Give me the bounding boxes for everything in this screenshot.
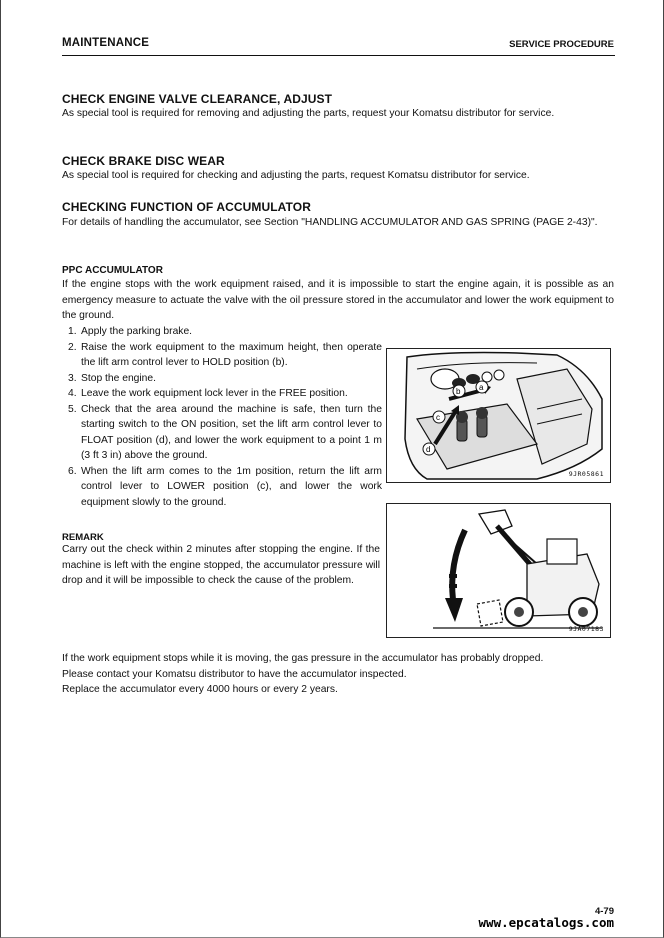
step-number: 2.	[68, 341, 77, 353]
header-rule	[62, 55, 615, 56]
paragraph-valve-clearance: As special tool is required for removing and adjusting the parts, request your Komatsu distributor for service.	[62, 108, 555, 119]
step-number: 6.	[68, 465, 77, 477]
page-number: 4-79	[594, 906, 614, 917]
step-text: Stop the engine.	[81, 372, 156, 384]
step-item	[62, 371, 382, 387]
step-number: 5.	[68, 403, 77, 415]
header-procedure: SERVICE PROCEDURE	[509, 39, 614, 50]
closing-line: If the work equipment stops while it is moving, the gas pressure in the accumulator has probably dropped.	[62, 653, 544, 664]
control-lever-illustration	[387, 349, 610, 482]
procedure-steps	[62, 324, 382, 510]
callout-b: b	[456, 387, 461, 396]
remark-heading: REMARK	[62, 532, 104, 543]
step-text: When the lift arm comes to the 1m position, return the lift arm control lever to LOWER position (c), and lower the work equipment slowly to the ground.	[81, 465, 382, 508]
heading-brake-disc: CHECK BRAKE DISC WEAR	[62, 154, 225, 168]
step-item	[62, 386, 382, 402]
subheading-ppc-accumulator: PPC ACCUMULATOR	[62, 265, 163, 276]
loader-illustration	[387, 504, 610, 637]
step-item	[62, 464, 382, 511]
paragraph-accumulator: For details of handling the accumulator, see Section "HANDLING ACCUMULATOR AND GAS SPRING (PAGE 2-43)".	[62, 217, 598, 228]
step-number: 4.	[68, 388, 77, 399]
step-text: Leave the work equipment lock lever in the FREE position.	[81, 388, 348, 399]
callout-d: d	[426, 445, 431, 454]
step-number: 3.	[68, 372, 77, 384]
callout-a: a	[479, 383, 484, 392]
heading-valve-clearance: CHECK ENGINE VALVE CLEARANCE, ADJUST	[62, 92, 333, 106]
figure-code: 9JA07183	[568, 625, 604, 633]
paragraph-ppc-accumulator: If the engine stops with the work equipment raised, and it is impossible to start the engine again, it is possible as an emergency measure to actuate the valve with the oil pressure stored in the accumulator and lower the work equipment to the ground.	[62, 279, 614, 321]
step-item	[62, 402, 382, 464]
step-item	[62, 324, 382, 340]
step-number: 1.	[68, 326, 77, 337]
step-item	[62, 340, 382, 371]
figure-control-lever	[386, 348, 611, 483]
step-text: Apply the parking brake.	[81, 326, 193, 337]
header-section: MAINTENANCE	[62, 37, 150, 49]
watermark-link[interactable]: www.epcatalogs.com	[478, 915, 614, 930]
heading-accumulator: CHECKING FUNCTION OF ACCUMULATOR	[62, 200, 311, 214]
figure-loader-lowering	[386, 503, 611, 638]
step-text: Check that the area around the machine is safe, then turn the starting switch to the ON position, set the lift arm control lever to FLOAT position (d), and lower the work equipment to a point 1 m (3 ft 3 in) above the ground.	[81, 403, 382, 461]
closing-line: Replace the accumulator every 4000 hours or every 2 years.	[62, 684, 338, 695]
callout-c: c	[436, 413, 440, 422]
closing-paragraph	[62, 651, 614, 698]
remark-text: Carry out the check within 2 minutes after stopping the engine. If the machine is left with the engine stopped, the accumulator pressure will drop and it will be impossible to check the cause of the problem.	[62, 544, 380, 586]
paragraph-brake-disc: As special tool is required for checking and adjusting the parts, request Komatsu distributor for service.	[62, 170, 530, 181]
step-text: Raise the work equipment to the maximum height, then operate the lift arm control lever to HOLD position (b).	[81, 341, 382, 368]
closing-line: Please contact your Komatsu distributor to have the accumulator inspected.	[62, 668, 407, 680]
figure-code: 9JR05861	[568, 470, 604, 478]
